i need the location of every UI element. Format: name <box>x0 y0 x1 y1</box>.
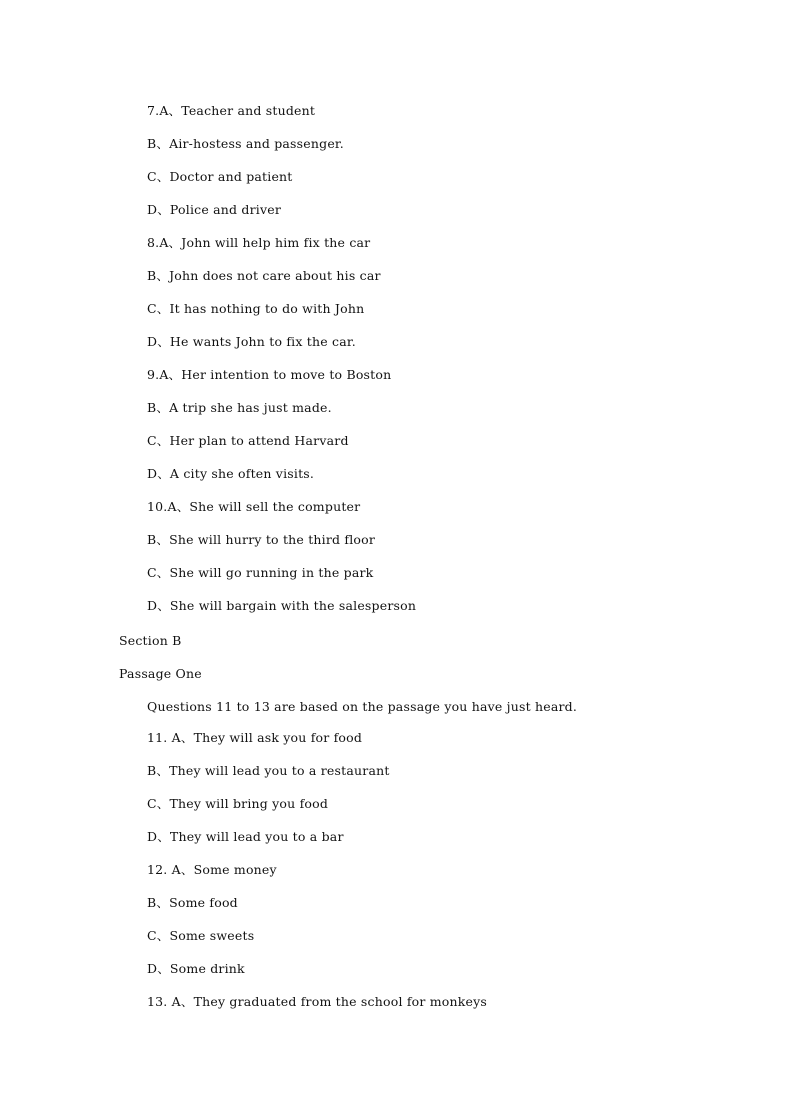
question-8-option-d: D、He wants John to fix the car. <box>147 334 356 349</box>
passage-instructions: Questions 11 to 13 are based on the passage you have just heard. <box>147 699 578 714</box>
question-11-option-a: 11. A、They will ask you for food <box>147 730 363 745</box>
question-12-option-d: D、Some drink <box>147 961 245 976</box>
question-11-option-c: C、They will bring you food <box>147 796 329 811</box>
question-9-option-d: D、A city she often visits. <box>147 466 315 481</box>
question-7-option-d: D、Police and driver <box>147 202 282 217</box>
question-10-option-a: 10.A、She will sell the computer <box>147 499 361 514</box>
question-13-option-a: 13. A、They graduated from the school for monkeys <box>147 994 487 1009</box>
section-heading: Section B <box>119 633 182 648</box>
question-9-option-a: 9.A、Her intention to move to Boston <box>147 367 392 382</box>
passage-heading: Passage One <box>119 666 202 681</box>
question-8-option-a: 8.A、John will help him fix the car <box>147 235 371 250</box>
question-11-option-b: B、They will lead you to a restaurant <box>147 763 390 778</box>
question-10-option-c: C、She will go running in the park <box>147 565 374 580</box>
question-10-option-b: B、She will hurry to the third floor <box>147 532 376 547</box>
question-12-option-c: C、Some sweets <box>147 928 255 943</box>
question-10-option-d: D、She will bargain with the salesperson <box>147 598 417 613</box>
question-8-option-c: C、It has nothing to do with John <box>147 301 365 316</box>
question-9-option-c: C、Her plan to attend Harvard <box>147 433 349 448</box>
question-8-option-b: B、John does not care about his car <box>147 268 381 283</box>
question-7-option-c: C、Doctor and patient <box>147 169 293 184</box>
question-7-option-a: 7.A、Teacher and student <box>147 103 316 118</box>
question-12-option-a: 12. A、Some money <box>147 862 277 877</box>
question-9-option-b: B、A trip she has just made. <box>147 400 332 415</box>
question-12-option-b: B、Some food <box>147 895 238 910</box>
question-11-option-d: D、They will lead you to a bar <box>147 829 344 844</box>
question-7-option-b: B、Air-hostess and passenger. <box>147 136 344 151</box>
